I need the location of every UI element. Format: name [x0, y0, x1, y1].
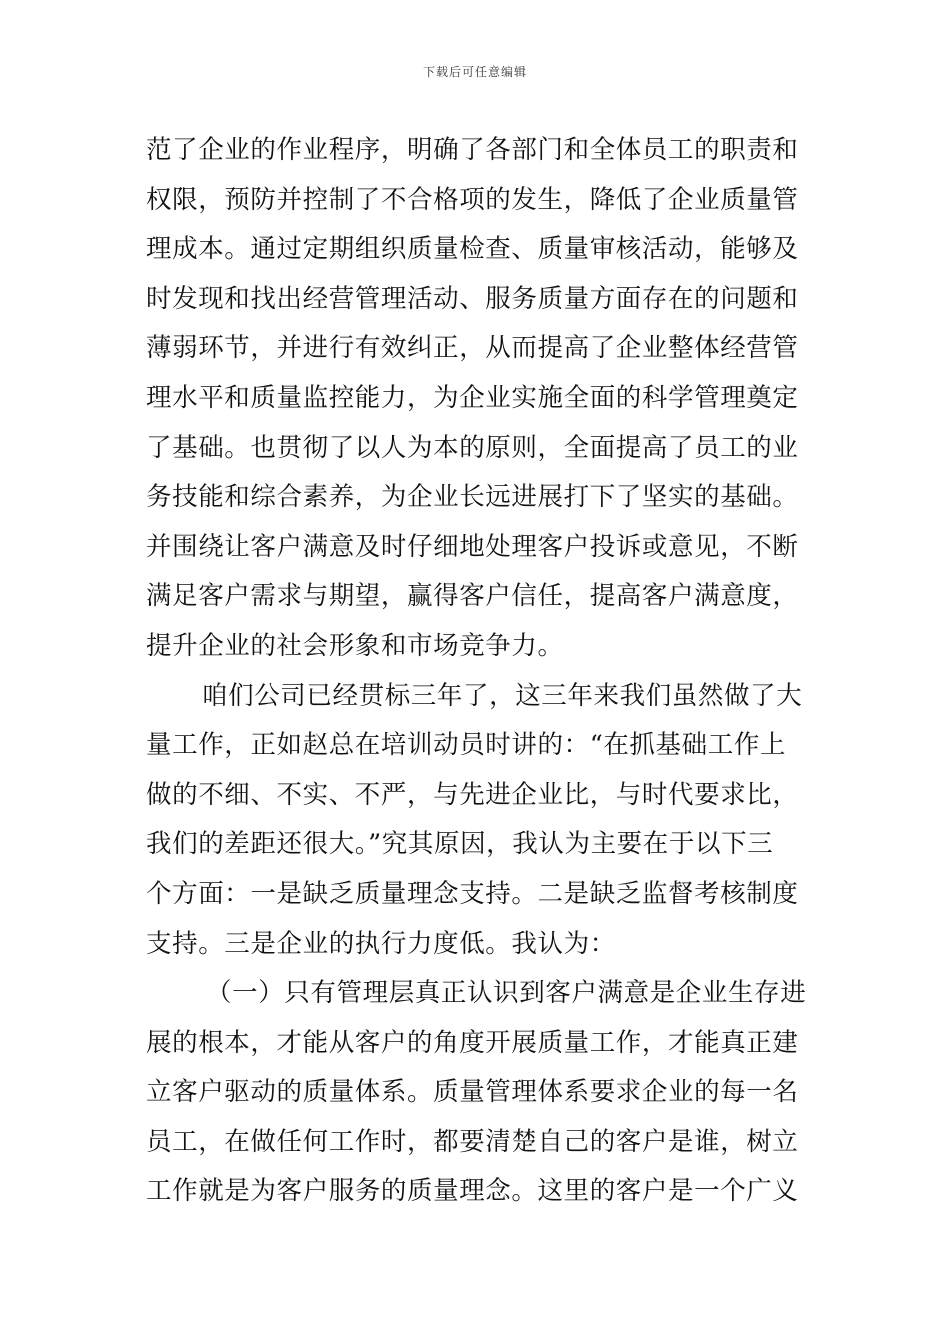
text-line: 并围绕让客户满意及时仔细地处理客户投诉或意见，不断 [146, 531, 799, 562]
paragraph-start-line: 咱们公司已经贯标三年了，这三年来我们虽然做了大 [202, 680, 803, 711]
document-body [146, 126, 816, 1217]
section-heading-line: （一）只有管理层真正认识到客户满意是企业生存进 [206, 978, 807, 1009]
text-line: 理水平和质量监控能力，为企业实施全面的科学管理奠定 [146, 382, 799, 413]
text-line: 务技能和综合素养，为企业长远进展打下了坚实的基础。 [146, 482, 799, 513]
text-line: 个方面：一是缺乏质量理念支持。二是缺乏监督考核制度 [146, 878, 799, 909]
text-line: 做的不细、不实、不严，与先进企业比，与时代要求比， [146, 779, 799, 810]
text-line: 满足客户需求与期望，赢得客户信任，提高客户满意度， [146, 581, 799, 612]
text-line: 员工，在做任何工作时，都要清楚自己的客户是谁，树立 [146, 1126, 799, 1157]
page-header-note: 下载后可任意编辑 [422, 65, 527, 79]
text-line: 展的根本，才能从客户的角度开展质量工作，才能真正建 [146, 1027, 799, 1058]
text-line: 薄弱环节，并进行有效纠正，从而提高了企业整体经营管 [146, 333, 799, 364]
text-line: 权限，预防并控制了不合格项的发生，降低了企业质量管 [146, 184, 799, 215]
text-line: 提升企业的社会形象和市场竞争力。 [146, 630, 564, 661]
text-line: 范了企业的作业程序，明确了各部门和全体员工的职责和 [146, 135, 799, 165]
text-line: 立客户驱动的质量体系。质量管理体系要求企业的每一名 [146, 1077, 799, 1108]
text-line: 我们的差距还很大。”究其原因，我认为主要在于以下三 [146, 829, 774, 860]
text-line: 工作就是为客户服务的质量理念。这里的客户是一个广义 [146, 1176, 799, 1207]
text-line: 支持。三是企业的执行力度低。我认为： [146, 928, 616, 959]
text-line: 量工作，正如赵总在培训动员时讲的：“在抓基础工作上 [146, 730, 787, 761]
text-line: 了基础。也贯彻了以人为本的原则，全面提高了员工的业 [146, 432, 799, 463]
text-line: 时发现和找出经营管理活动、服务质量方面存在的问题和 [146, 283, 799, 314]
text-line: 理成本。通过定期组织质量检查、质量审核活动，能够及 [146, 234, 799, 265]
